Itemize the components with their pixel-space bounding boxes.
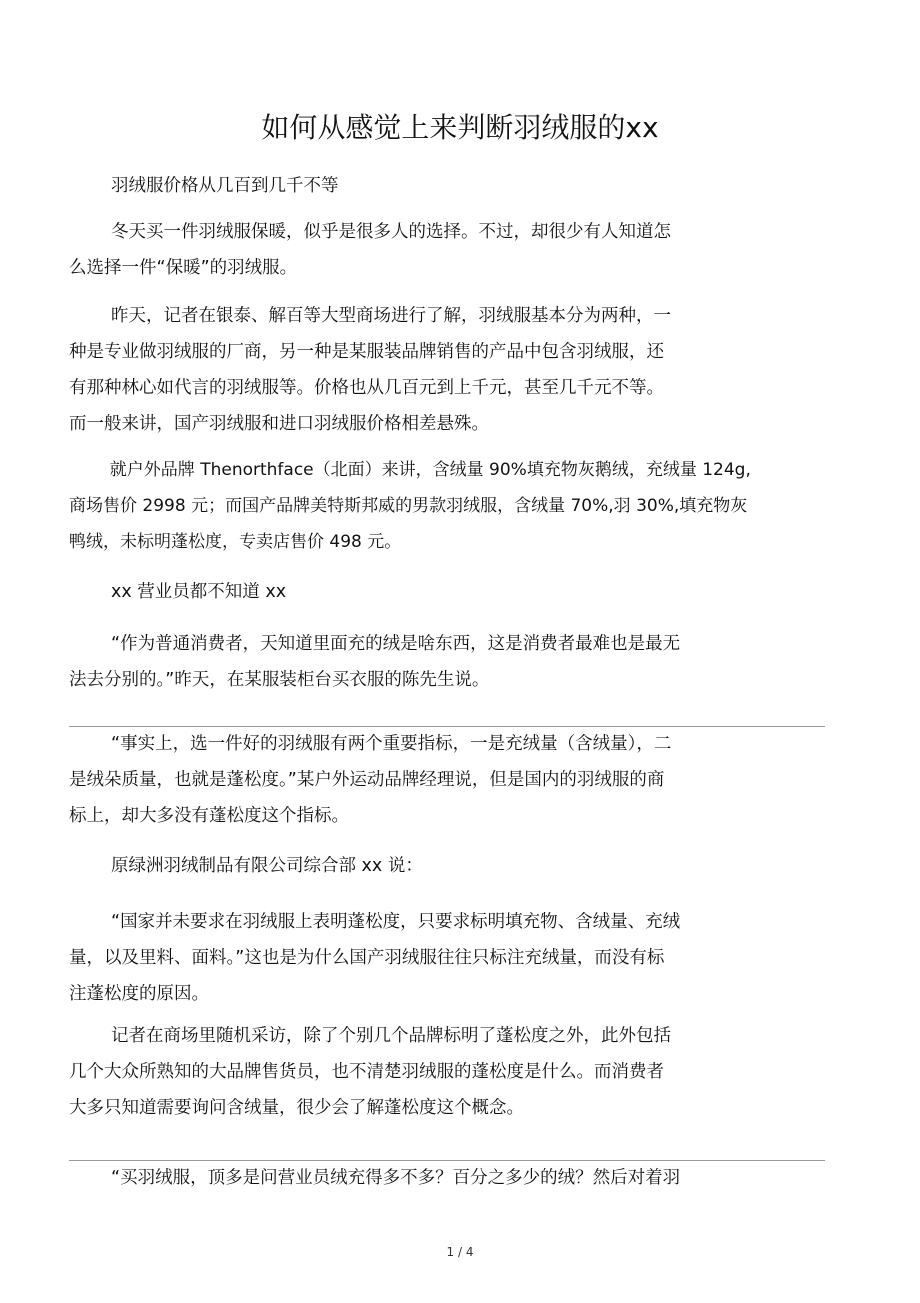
paragraph-5	[69, 726, 759, 834]
text-line: 量，以及里料、面料。”这也是为什么国产羽绒服往往只标注充绒量，而没有标	[69, 948, 665, 968]
text-line: 冬天买一件羽绒服保暖，似乎是很多人的选择。不过，却很少有人知道怎	[111, 222, 671, 242]
subtitle: 羽绒服价格从几百到几千不等	[111, 176, 339, 196]
text-line: 商场售价 2998 元；而国产品牌美特斯邦威的男款羽绒服，含绒量 70%,羽 30%,填充物灰	[69, 496, 748, 516]
text-line: 大多只知道需要询问含绒量，很少会了解蓬松度这个概念。	[69, 1098, 524, 1118]
document-title: 如何从感觉上来判断羽绒服的xx	[261, 111, 659, 144]
text-line: 种是专业做羽绒服的厂商，另一种是某服装品牌销售的产品中包含羽绒服，还	[69, 342, 664, 362]
paragraph-9	[69, 1160, 759, 1196]
text-line: xx 营业员都不知道 xx	[111, 582, 287, 602]
text-line: 而一般来讲，国产羽绒服和进口羽绒服价格相差悬殊。	[69, 414, 489, 434]
section-heading	[69, 574, 759, 610]
paragraph-6	[69, 848, 759, 884]
text-line: 就户外品牌 Thenorthface（北面）来讲，含绒量 90%填充物灰鹅绒，充绒量 124g,	[109, 460, 751, 480]
text-line: “作为普通消费者，天知道里面充的绒是啥东西，这是消费者最难也是最无	[111, 634, 681, 654]
text-line: 鸭绒，未标明蓬松度，专卖店售价 498 元。	[69, 532, 402, 552]
page-indicator: 1 / 4	[446, 1245, 474, 1259]
text-line: 是绒朵质量，也就是蓬松度。”某户外运动品牌经理说，但是国内的羽绒服的商	[69, 770, 665, 790]
paragraph-8	[69, 1018, 759, 1126]
text-line: 记者在商场里随机采访，除了个别几个品牌标明了蓬松度之外，此外包括	[111, 1026, 671, 1046]
text-line: 么选择一件“保暖”的羽绒服。	[69, 258, 298, 278]
paragraph-4	[69, 626, 759, 698]
text-line: 原绿洲羽绒制品有限公司综合部 xx 说：	[111, 856, 423, 876]
text-line: “事实上，选一件好的羽绒服有两个重要指标，一是充绒量（含绒量），二	[111, 734, 672, 754]
text-line: 注蓬松度的原因。	[69, 984, 209, 1004]
text-line: 标上，却大多没有蓬松度这个指标。	[69, 806, 349, 826]
paragraph-3	[69, 452, 759, 560]
paragraph-7	[69, 904, 759, 1012]
text-line: 有那种林心如代言的羽绒服等。价格也从几百元到上千元，甚至几千元不等。	[69, 378, 664, 398]
text-line: “买羽绒服，顶多是问营业员绒充得多不多？百分之多少的绒？然后对着羽	[111, 1168, 681, 1188]
text-line: 昨天，记者在银泰、解百等大型商场进行了解，羽绒服基本分为两种，一	[111, 306, 671, 326]
text-line: “国家并未要求在羽绒服上表明蓬松度，只要求标明填充物、含绒量、充绒	[111, 912, 681, 932]
paragraph-2	[69, 298, 759, 442]
text-line: 法去分别的。”昨天，在某服装柜台买衣服的陈先生说。	[69, 670, 490, 690]
paragraph-1	[69, 214, 759, 286]
text-line: 几个大众所熟知的大品牌售货员，也不清楚羽绒服的蓬松度是什么。而消费者	[69, 1062, 664, 1082]
